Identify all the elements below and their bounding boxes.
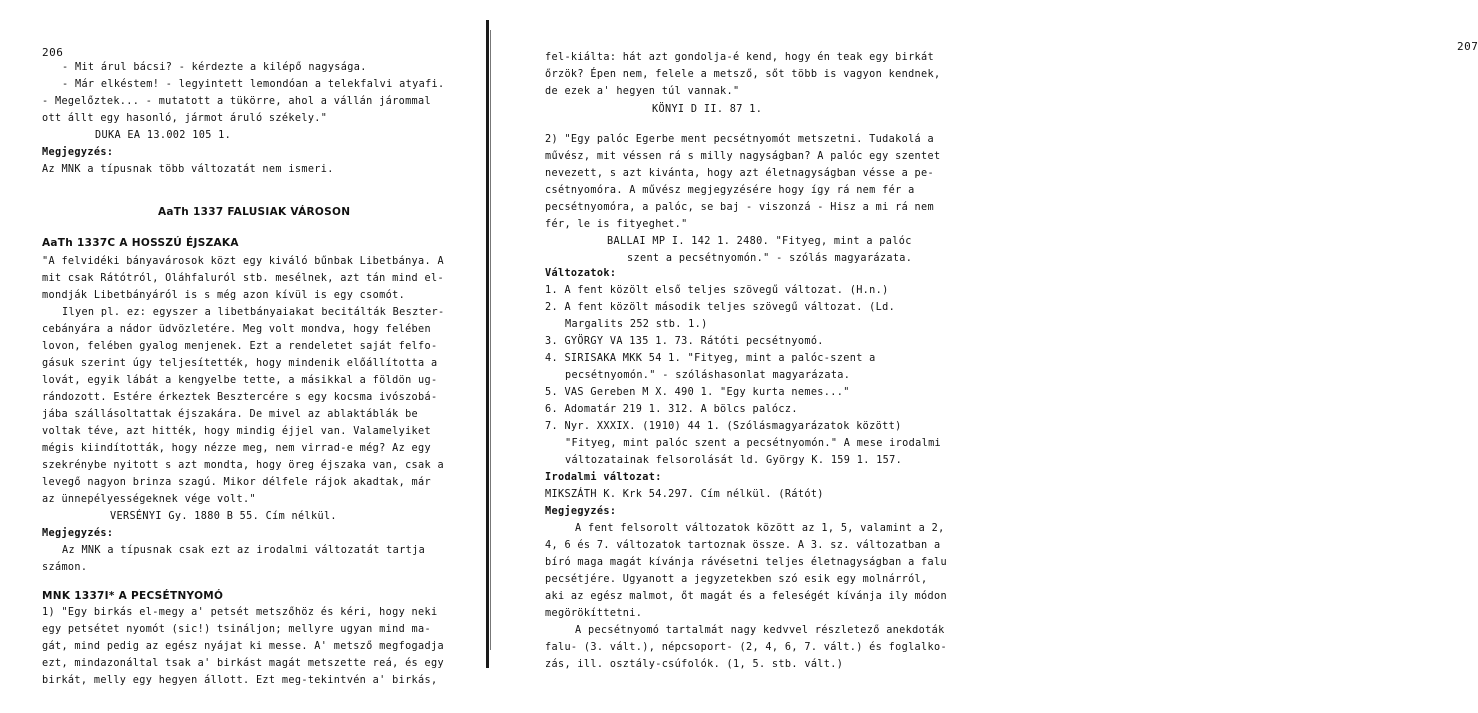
left-page xyxy=(0,0,490,713)
page-number: 206 xyxy=(42,46,64,59)
text-line: 7. Nyr. XXXIX. (1910) 44 1. (Szólásmagyarázatok között) xyxy=(545,421,902,432)
text-line: művész, mit véssen rá s milly nagyságban? A palóc egy szentet xyxy=(545,151,941,162)
text-line: mit csak Rátótról, Oláhfaluról stb. mesélnek, azt tán mind el- xyxy=(42,273,444,284)
text-line: - Megelőztek... - mutatott a tükörre, ahol a vállán járommal xyxy=(42,96,432,107)
text-line: változatainak felsorolását ld. György K. 159 1. 157. xyxy=(565,455,903,466)
text-line: 2. A fent közölt második teljes szövegű változat. (Ld. xyxy=(545,302,896,313)
text-line: lovon, felében gyalog menjenek. Ezt a rendeletet saját felfo- xyxy=(42,341,438,352)
text-line: levegő nagyon brinza szagú. Mikor délfele rájok akadtak, már xyxy=(42,477,432,488)
text-line: zás, ill. osztály-csúfolók. (1, 5. stb. vált.) xyxy=(545,659,844,670)
subheading: Megjegyzés: xyxy=(42,528,114,539)
text-line: "A felvidéki bányavárosok közt egy kiváló bűnbak Libetbánya. A xyxy=(42,256,444,267)
text-line: 3. GYÖRGY VA 135 1. 73. Rátóti pecsétnyomó. xyxy=(545,336,824,347)
text-line: Az MNK a típusnak több változatát nem ismeri. xyxy=(42,164,334,175)
text-line: pecsétnyomóra, a palóc, se baj - viszonzá - Hisz a mi rá nem xyxy=(545,202,935,213)
text-line: voltak téve, azt hitték, hogy mindig éjjel van. Valamelyiket xyxy=(42,426,432,437)
text-line: A fent felsorolt változatok között az 1, 5, valamint a 2, xyxy=(575,523,945,534)
text-line: csétnyomóra. A művész megjegyzésére hogy így rá nem fér a xyxy=(545,185,915,196)
book-spine xyxy=(486,20,489,668)
text-line: Margalits 252 stb. 1.) xyxy=(565,319,708,330)
text-line: VERSÉNYI Gy. 1880 B 55. Cím nélkül. xyxy=(110,511,337,522)
text-line: 5. VAS Gereben M X. 490 1. "Egy kurta nemes..." xyxy=(545,387,850,398)
section-heading: AaTh 1337 FALUSIAK VÁROSON xyxy=(158,206,351,218)
text-line: az ünnepélyességeknek vége volt." xyxy=(42,494,256,505)
page-number: 207 xyxy=(1457,40,1478,53)
subheading: Megjegyzés: xyxy=(42,147,114,158)
text-line: őrzök? Épen nem, felele a metsző, sőt több is vagyon kendnek, xyxy=(545,69,941,80)
text-line: "Fityeg, mint palóc szent a pecsétnyomón." A mese irodalmi xyxy=(565,438,942,449)
text-line: Az MNK a típusnak csak ezt az irodalmi változatát tartja xyxy=(62,545,426,556)
text-line: szent a pecsétnyomón." - szólás magyarázata. xyxy=(627,253,913,264)
text-line: jába szállásoltattak éjszakára. De mivel az ablaktáblák be xyxy=(42,409,419,420)
text-line: ezt, mindazonáltal tsak a' birkást magát metszette reá, és egy xyxy=(42,658,444,669)
text-line: falu- (3. vált.), népcsoport- (2, 4, 6, 7. vált.) és foglalko- xyxy=(545,642,947,653)
book-spine-shadow xyxy=(490,30,491,650)
text-line: 2) "Egy palóc Egerbe ment pecsétnyomót metszetni. Tudakolá a xyxy=(545,134,935,145)
text-line: megörökíttetni. xyxy=(545,608,643,619)
text-line: bíró maga magát kívánja rávésetni teljes életnagyságban a falu xyxy=(545,557,947,568)
section-heading: MNK 1337I* A PECSÉTNYOMÓ xyxy=(42,590,224,602)
text-line: 6. Adomatár 219 1. 312. A bölcs palócz. xyxy=(545,404,798,415)
section-heading: AaTh 1337C A HOSSZÚ ÉJSZAKA xyxy=(42,237,239,249)
text-line: gát, mind pedig az egész nyájat ki messe. A' metsző megfogadja xyxy=(42,641,444,652)
text-line: birkát, melly egy hegyen állott. Ezt meg-tekintvén a' birkás, xyxy=(42,675,438,686)
right-page xyxy=(500,0,1478,713)
subheading: Változatok: xyxy=(545,268,617,279)
text-line: DUKA EA 13.002 105 1. xyxy=(95,130,232,141)
text-line: egy petsétet nyomót (sic!) tsináljon; mellyre ugyan mind ma- xyxy=(42,624,432,635)
text-line: szekrénybe nyitott s azt mondta, hogy öreg éjszaka van, csak a xyxy=(42,460,444,471)
text-line: cebányára a nádor üdvözletére. Meg volt mondva, hogy felében xyxy=(42,324,432,335)
text-line: lovát, egyik lábát a kengyelbe tette, a másikkal a földön ug- xyxy=(42,375,438,386)
text-line: fel-kiálta: hát azt gondolja-é kend, hogy én teak egy birkát xyxy=(545,52,935,63)
text-line: 1. A fent közölt első teljes szövegű változat. (H.n.) xyxy=(545,285,889,296)
text-line: 1) "Egy birkás el-megy a' petsét metszőhöz és kéri, hogy neki xyxy=(42,607,438,618)
text-line: ott állt egy hasonló, jármot áruló székely." xyxy=(42,113,328,124)
text-line: - Mit árul bácsi? - kérdezte a kilépő nagysága. xyxy=(62,62,367,73)
subheading: Irodalmi változat: xyxy=(545,472,662,483)
subheading: Megjegyzés: xyxy=(545,506,617,517)
text-line: A pecsétnyomó tartalmát nagy kedvvel részletező anekdoták xyxy=(575,625,945,636)
text-line: pecsétjére. Ugyanott a jegyzetekben szó esik egy molnárról, xyxy=(545,574,928,585)
text-line: gásuk szerint úgy teljesítették, hogy mindenik előállította a xyxy=(42,358,438,369)
text-line: KÖNYI D II. 87 1. xyxy=(652,104,763,115)
text-line: mondják Libetbányáról is s még azon kívül is egy csomót. xyxy=(42,290,406,301)
text-line: rándozott. Estére érkeztek Besztercére s egy kocsma ivószobá- xyxy=(42,392,438,403)
text-line: pecsétnyomón." - szóláshasonlat magyarázata. xyxy=(565,370,851,381)
text-line: mégis kiindították, hogy nézze meg, nem virrad-e még? Az egy xyxy=(42,443,432,454)
text-line: MIKSZÁTH K. Krk 54.297. Cím nélkül. (Rátót) xyxy=(545,489,824,500)
text-line: 4, 6 és 7. változatok tartoznak össze. A 3. sz. változatban a xyxy=(545,540,941,551)
text-line: - Már elkéstem! - legyintett lemondóan a telekfalvi atyafi. xyxy=(62,79,445,90)
text-line: 4. SIRISAKA MKK 54 1. "Fityeg, mint a palóc-szent a xyxy=(545,353,876,364)
text-line: Ilyen pl. ez: egyszer a libetbányaiakat becitálták Beszter- xyxy=(62,307,445,318)
text-line: számon. xyxy=(42,562,88,573)
text-line: BALLAI MP I. 142 1. 2480. "Fityeg, mint a palóc xyxy=(607,236,912,247)
text-line: aki az egész malmot, őt magát és a feleségét kívánja ily módon xyxy=(545,591,947,602)
text-line: nevezett, s azt kivánta, hogy azt életnagyságban vésse a pe- xyxy=(545,168,935,179)
text-line: de ezek a' hegyen túl vannak." xyxy=(545,86,740,97)
text-line: fér, le is fityeghet." xyxy=(545,219,688,230)
